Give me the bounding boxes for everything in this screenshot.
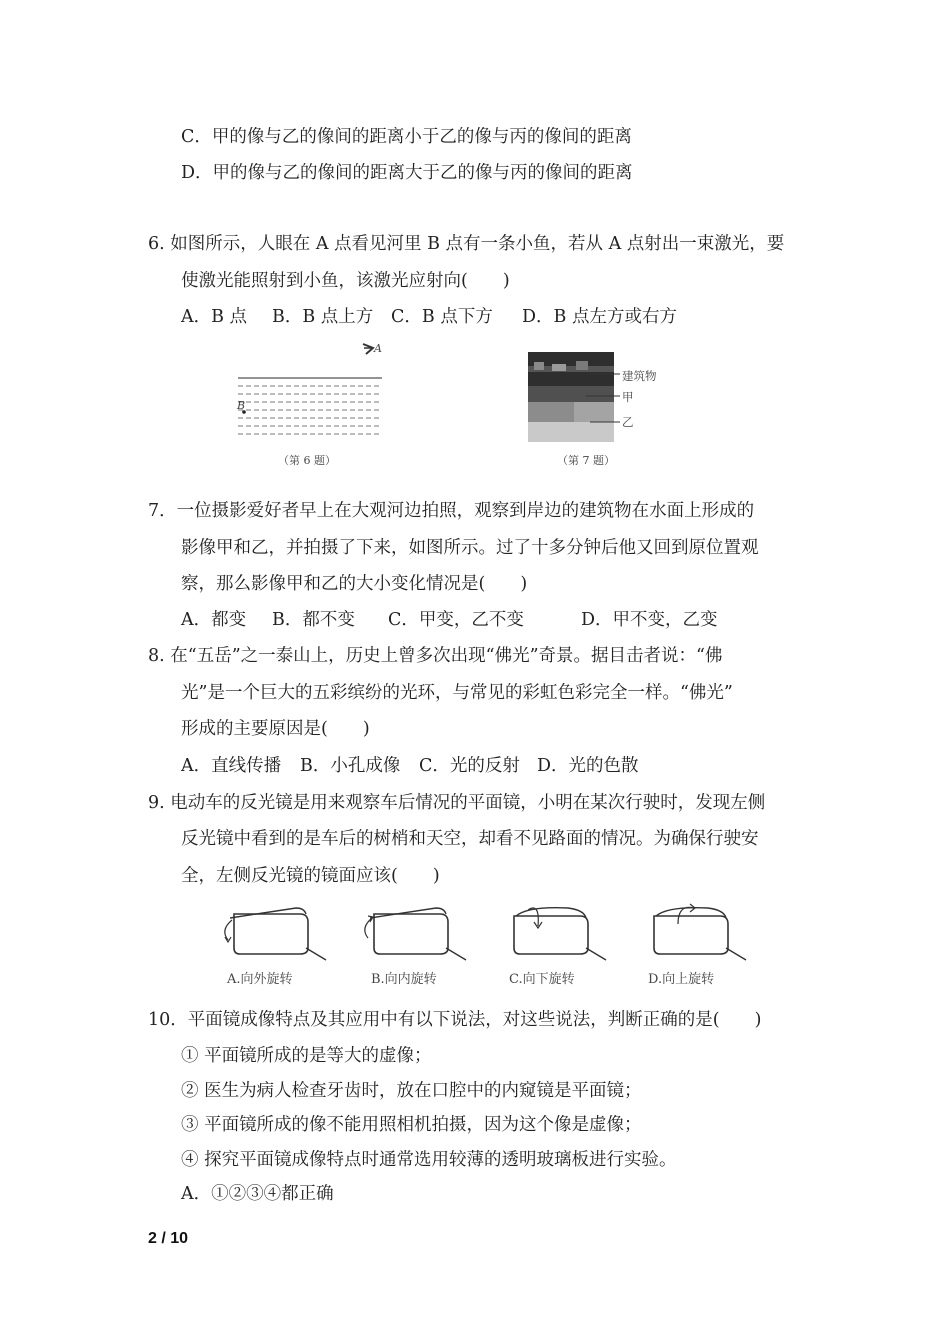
mirror-rotate-up-figure [638, 902, 753, 966]
q7-stem-line3: 察，那么影像甲和乙的大小变化情况是( ) [181, 574, 528, 594]
figure-c-label: C.向下旋转 [509, 972, 575, 987]
mirror-rotate-down-figure [498, 902, 613, 966]
q8-stem-line3: 形成的主要原因是( ) [181, 719, 370, 739]
q7-stem-line1: 7．一位摄影爱好者早上在大观河边拍照，观察到岸边的建筑物在水面上形成的 [148, 501, 755, 521]
q7-option-c: C．甲变，乙不变 [388, 610, 524, 630]
eye-icon [363, 344, 373, 354]
q10-statement-4: ④ 探究平面镜成像特点时通常选用较薄的透明玻璃板进行实验。 [181, 1150, 677, 1170]
q8-option-a: A．直线传播 [181, 756, 282, 776]
q9-stem-line1: 9. 电动车的反光镜是用来观察车后情况的平面镜，小明在某次行驶时，发现左侧 [148, 793, 766, 813]
q10-option-a: A．①②③④都正确 [181, 1184, 334, 1204]
reflection-photo [528, 352, 668, 444]
point-a-label: A [374, 342, 382, 355]
river-diagram [232, 336, 392, 446]
image-jia-label: 甲 [622, 390, 634, 404]
point-b-label: B [237, 399, 246, 412]
page-number: 2 / 10 [148, 1230, 189, 1247]
q9-stem-line3: 全，左侧反光镜的镜面应该( ) [181, 866, 440, 886]
mirror-rotate-in-figure [358, 902, 473, 966]
image-yi-label: 乙 [622, 415, 634, 429]
figure-d-label: D.向上旋转 [648, 972, 715, 987]
q6-option-b: B．B 点上方 [272, 307, 374, 327]
q7-stem-line2: 影像甲和乙，并拍摄了下来，如图所示。过了十多分钟后他又回到原位置观 [181, 538, 759, 558]
q8-stem-line1: 8. 在“五岳”之一泰山上，历史上曾多次出现“佛光”奇景。据目击者说：“佛 [148, 646, 723, 666]
q7-option-a: A．都变 [181, 610, 247, 630]
q6-option-a: A．B 点 [181, 307, 248, 327]
q8-option-b: B．小孔成像 [300, 756, 401, 776]
q10-stem: 10．平面镜成像特点及其应用中有以下说法，对这些说法，判断正确的是( ) [148, 1010, 762, 1030]
q6-stem-line1: 6. 如图所示，人眼在 A 点看见河里 B 点有一条小鱼，若从 A 点射出一束激光，要 [148, 234, 785, 254]
building-label: 建筑物 [622, 369, 657, 383]
q8-option-d: D．光的色散 [537, 756, 639, 776]
q8-stem-line2: 光”是一个巨大的五彩缤纷的光环，与常见的彩虹色彩完全一样。“佛光” [181, 683, 733, 703]
q8-option-c: C．光的反射 [419, 756, 520, 776]
q10-statement-2: ② 医生为病人检查牙齿时，放在口腔中的内窥镜是平面镜； [181, 1081, 642, 1101]
q7-caption: （第 7 题） [557, 454, 615, 467]
q10-statement-3: ③ 平面镜所成的像不能用照相机拍摄，因为这个像是虚像； [181, 1115, 642, 1135]
figure-b-label: B.向内旋转 [371, 972, 437, 987]
q7-option-d: D．甲不变，乙变 [581, 610, 718, 630]
q5-option-d: D．甲的像与乙的像间的距离大于乙的像与丙的像间的距离 [181, 163, 633, 183]
q7-option-b: B．都不变 [272, 610, 355, 630]
q6-option-d: D．B 点左方或右方 [522, 307, 677, 327]
q6-caption: （第 6 题） [278, 454, 336, 467]
q5-option-c: C．甲的像与乙的像间的距离小于乙的像与丙的像间的距离 [181, 127, 632, 147]
figure-a-label: A.向外旋转 [227, 972, 293, 987]
q6-option-c: C．B 点下方 [391, 307, 493, 327]
q9-stem-line2: 反光镜中看到的是车后的树梢和天空，却看不见路面的情况。为确保行驶安 [181, 829, 759, 849]
q10-statement-1: ① 平面镜所成的是等大的虚像； [181, 1046, 432, 1066]
mirror-rotate-out-figure [218, 902, 333, 966]
q6-stem-line2: 使激光能照射到小鱼，该激光应射向( ) [181, 271, 510, 291]
